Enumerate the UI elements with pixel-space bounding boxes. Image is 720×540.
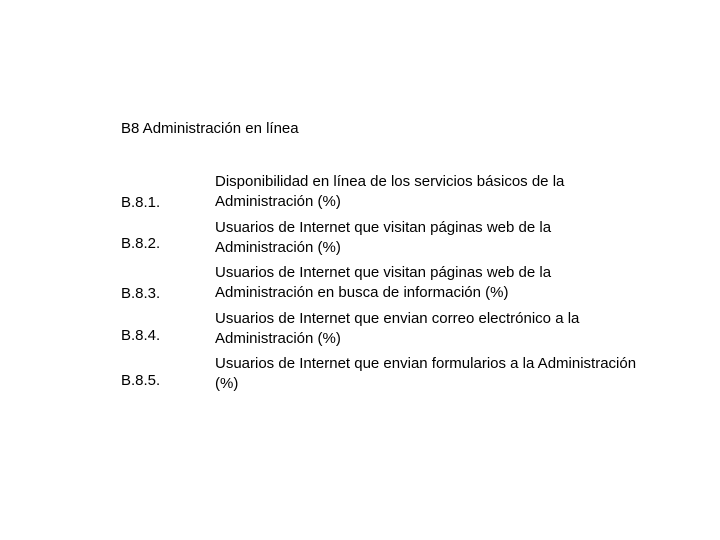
indicator-row-b-8-5 (0, 354, 720, 394)
indicator-row-b-8-3 (0, 263, 720, 303)
indicator-description: Disponibilidad en línea de los servicios básicos de la Administración (%) (215, 173, 565, 210)
section-title: B8 Administración en línea (121, 120, 299, 137)
indicator-description: Usuarios de Internet que envian formularios a la Administración (%) (215, 355, 637, 392)
indicator-description: Usuarios de Internet que envian correo electrónico a la Administración (%) (215, 310, 580, 347)
indicator-row-b-8-4 (0, 309, 720, 349)
indicator-code: B.8.5. (121, 372, 161, 389)
indicator-description: Usuarios de Internet que visitan páginas web de la Administración en busca de información (%) (215, 264, 552, 301)
indicator-row-b-8-1 (0, 172, 720, 212)
indicator-code: B.8.3. (121, 285, 161, 302)
indicator-code: B.8.1. (121, 194, 161, 211)
indicator-row-b-8-2 (0, 218, 720, 258)
indicator-code: B.8.2. (121, 235, 161, 252)
indicator-code: B.8.4. (121, 327, 161, 344)
indicator-description: Usuarios de Internet que visitan páginas web de la Administración (%) (215, 219, 552, 256)
